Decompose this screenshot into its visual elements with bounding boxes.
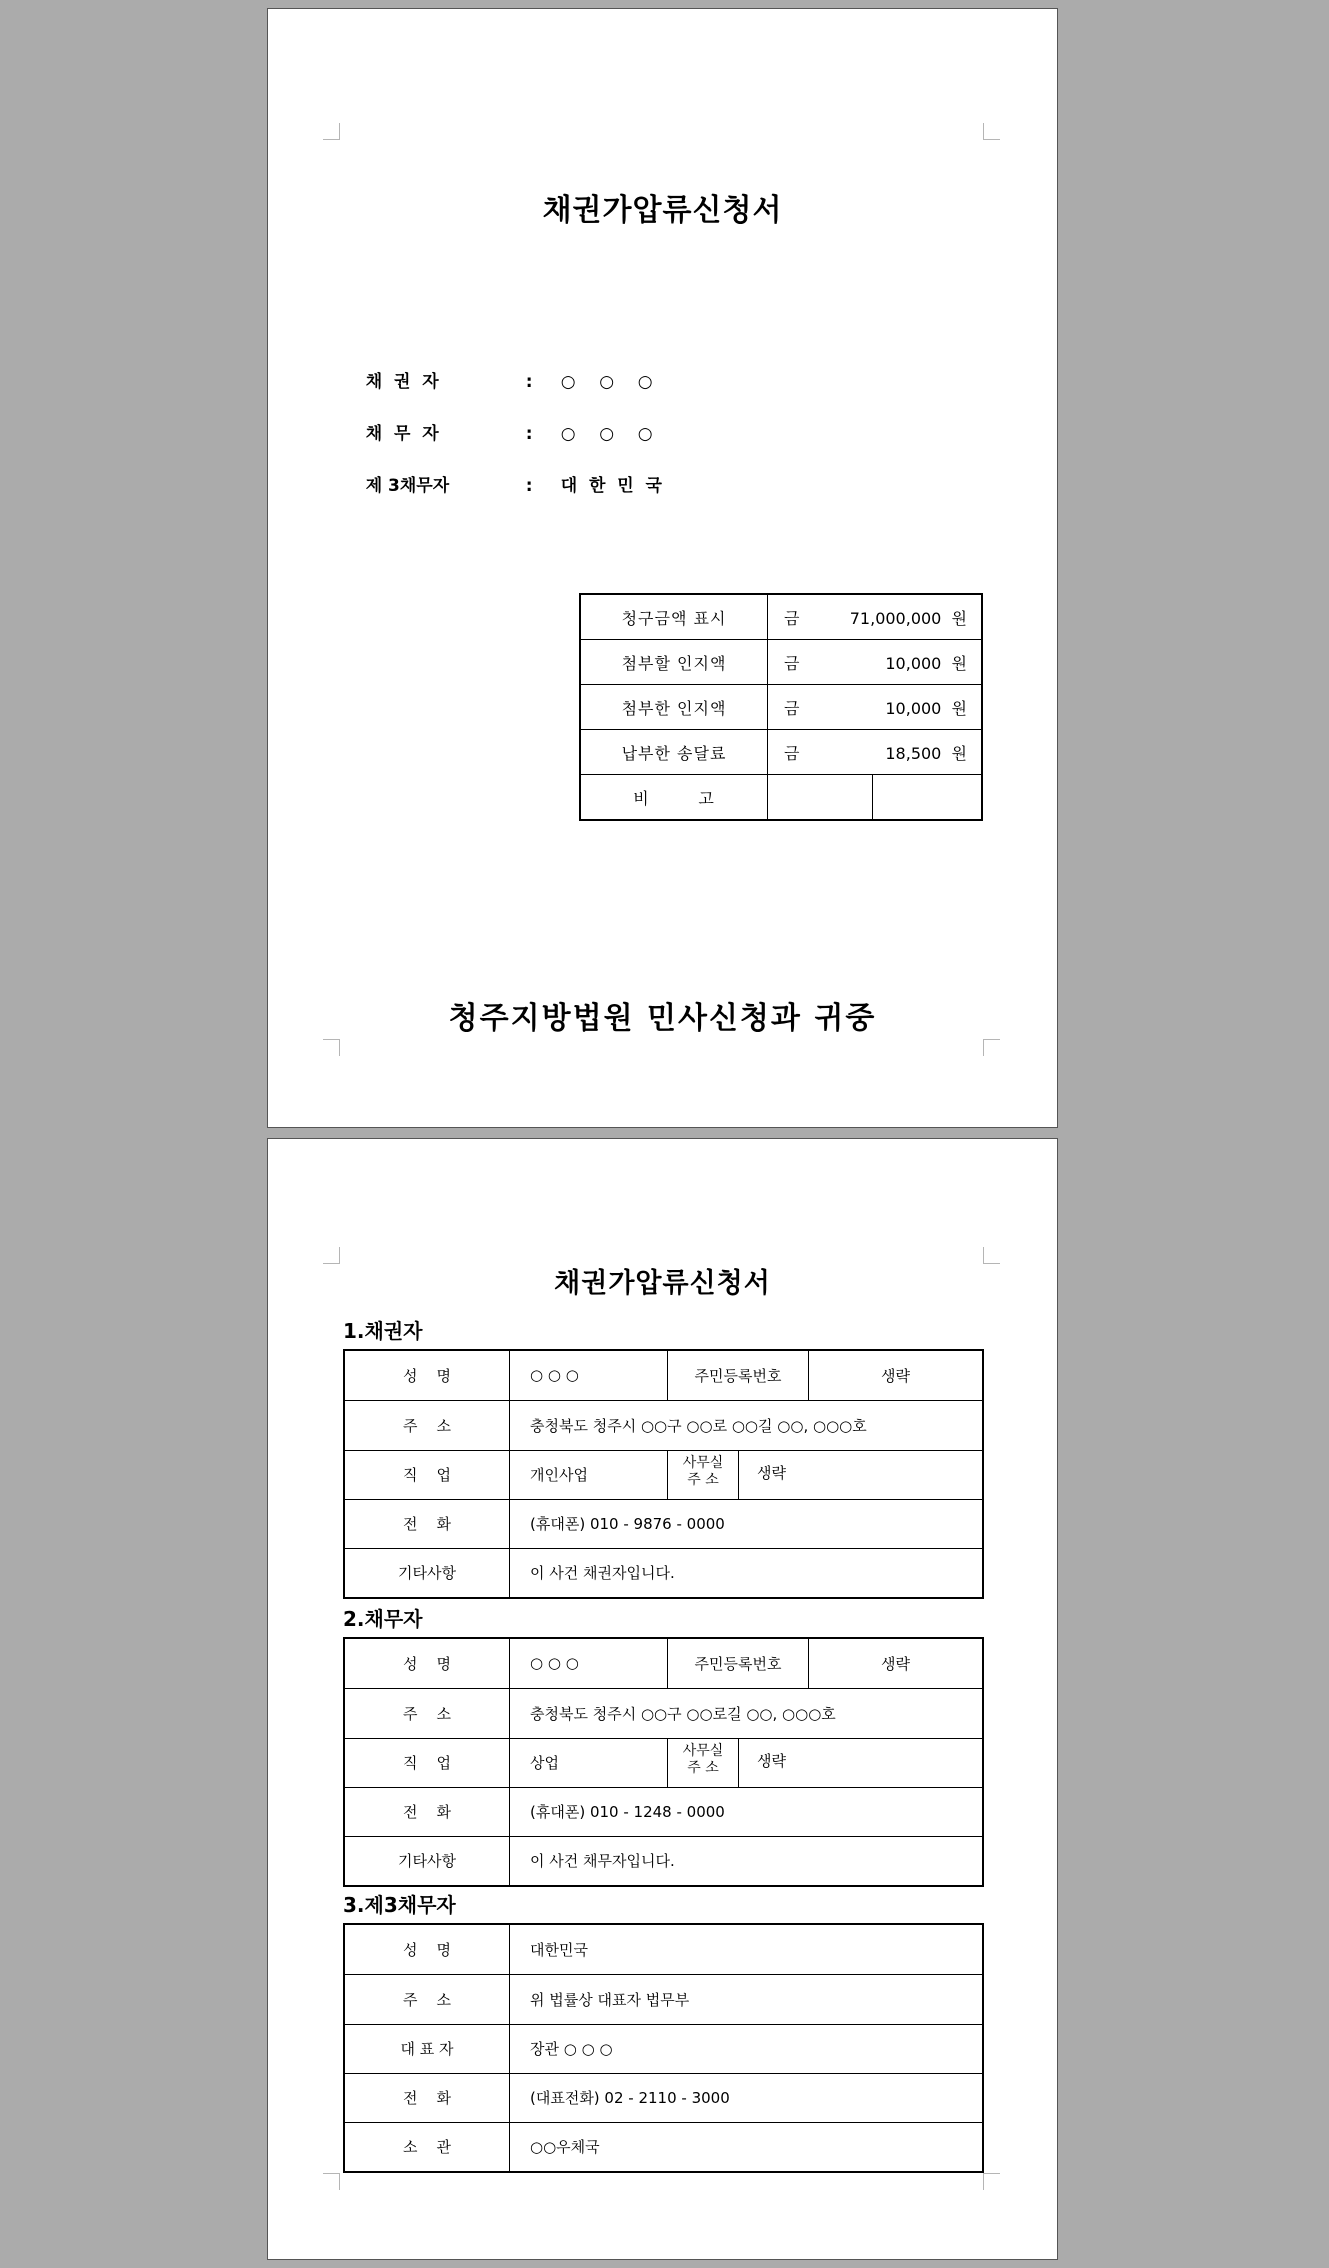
name-label: 성 명 <box>344 1638 510 1688</box>
third-debtor-table <box>343 1923 984 2173</box>
office-address-value: 생략 <box>757 1463 786 1482</box>
phone-value: (대표전화) 02 - 2110 - 3000 <box>510 2073 984 2122</box>
name-value: ○ ○ ○ <box>510 1638 668 1688</box>
id-value: 생략 <box>809 1350 984 1400</box>
crop-mark <box>983 2173 1000 2190</box>
address-value: 충청북도 청주시 ○○구 ○○로길 ○○, ○○○호 <box>510 1688 984 1738</box>
address-value: 충청북도 청주시 ○○구 ○○로 ○○길 ○○, ○○○호 <box>510 1400 984 1450</box>
office-label-line: 사무실 <box>682 1454 724 1471</box>
party-colon: : <box>525 372 533 392</box>
fee-prefix: 금 <box>784 653 800 673</box>
office-address-value: 생략 <box>757 1751 786 1770</box>
fee-prefix: 금 <box>784 743 800 763</box>
address-label: 주 소 <box>344 1400 510 1450</box>
fee-unit: 원 <box>951 653 967 673</box>
fee-label: 첨부한 인지액 <box>580 685 768 730</box>
office-address-label <box>668 1739 739 1787</box>
id-label: 주민등록번호 <box>668 1638 809 1688</box>
creditor-table <box>343 1349 984 1599</box>
etc-label: 기타사항 <box>344 1836 510 1886</box>
name-label: 성 명 <box>344 1924 510 1974</box>
phone-label: 전 화 <box>344 2073 510 2122</box>
fee-amount: 10,000 <box>885 653 942 673</box>
representative-label: 대 표 자 <box>344 2024 510 2073</box>
document-title: 채권가압류신청서 <box>554 1268 771 1299</box>
job-label: 직 업 <box>344 1450 510 1499</box>
phone-label: 전 화 <box>344 1499 510 1548</box>
phone-label: 전 화 <box>344 1787 510 1836</box>
fee-row-remarks <box>580 775 982 821</box>
etc-value: 이 사건 채무자입니다. <box>510 1836 984 1886</box>
office-label-line: 주 소 <box>687 1759 719 1776</box>
fee-row <box>580 730 982 775</box>
crop-mark <box>323 123 340 140</box>
fee-unit: 원 <box>951 743 967 763</box>
address-value: 위 법률상 대표자 법무부 <box>510 1974 984 2024</box>
remarks-cell <box>873 775 983 821</box>
job-label: 직 업 <box>344 1738 510 1787</box>
name-label: 성 명 <box>344 1350 510 1400</box>
office-label-line: 주 소 <box>687 1471 719 1488</box>
office-label-line: 사무실 <box>682 1742 724 1759</box>
fee-amount: 10,000 <box>885 698 942 718</box>
section-heading-creditor: 1.채권자 <box>343 1319 423 1343</box>
party-value: ○ ○ ○ <box>560 424 653 444</box>
phone-value: (휴대폰) 010 - 9876 - 0000 <box>510 1499 984 1548</box>
fee-table <box>579 593 983 821</box>
address-label: 주 소 <box>344 1974 510 2024</box>
name-value: ○ ○ ○ <box>510 1350 668 1400</box>
document-title: 채권가압류신청서 <box>542 193 783 228</box>
section-heading-third-debtor: 3.제3채무자 <box>343 1893 456 1917</box>
fee-row <box>580 594 982 640</box>
fee-prefix: 금 <box>784 698 800 718</box>
jurisdiction-label: 소 관 <box>344 2122 510 2172</box>
court-addressee: 청주지방법원 민사신청과 귀중 <box>448 1001 877 1036</box>
fee-label: 첨부할 인지액 <box>580 640 768 685</box>
fee-unit: 원 <box>951 698 967 718</box>
fee-unit: 원 <box>951 608 967 628</box>
section-heading-debtor: 2.채무자 <box>343 1607 423 1631</box>
party-label: 채 무 자 <box>365 424 439 444</box>
etc-value: 이 사건 채권자입니다. <box>510 1548 984 1598</box>
fee-amount: 71,000,000 <box>849 608 942 628</box>
etc-label: 기타사항 <box>344 1548 510 1598</box>
representative-value: 장관 ○ ○ ○ <box>510 2024 984 2073</box>
fee-amount: 18,500 <box>885 743 942 763</box>
cover-page <box>267 8 1058 1128</box>
crop-mark <box>323 2173 340 2190</box>
phone-value: (휴대폰) 010 - 1248 - 0000 <box>510 1787 984 1836</box>
party-colon: : <box>525 476 533 496</box>
job-value: 상업 <box>510 1738 668 1787</box>
crop-mark <box>983 1039 1000 1056</box>
party-label: 채 권 자 <box>365 372 439 392</box>
fee-label: 납부한 송달료 <box>580 730 768 775</box>
fee-label: 청구금액 표시 <box>580 594 768 640</box>
id-label: 주민등록번호 <box>668 1350 809 1400</box>
job-value: 개인사업 <box>510 1450 668 1499</box>
jurisdiction-value: ○○우체국 <box>510 2122 984 2172</box>
crop-mark <box>323 1039 340 1056</box>
party-label: 제 3채무자 <box>365 476 450 496</box>
fee-label: 비 고 <box>580 775 768 821</box>
fee-row <box>580 685 982 730</box>
id-value: 생략 <box>809 1638 984 1688</box>
remarks-cell <box>768 775 873 821</box>
fee-prefix: 금 <box>784 608 800 628</box>
office-address-label <box>668 1451 739 1499</box>
name-value: 대한민국 <box>510 1924 984 1974</box>
party-colon: : <box>525 424 533 444</box>
detail-page <box>267 1138 1058 2260</box>
party-row-third-debtor <box>342 451 662 516</box>
party-value: ○ ○ ○ <box>560 372 653 392</box>
crop-mark <box>983 123 1000 140</box>
debtor-table <box>343 1637 984 1887</box>
address-label: 주 소 <box>344 1688 510 1738</box>
fee-row <box>580 640 982 685</box>
party-value: 대 한 민 국 <box>560 476 662 496</box>
